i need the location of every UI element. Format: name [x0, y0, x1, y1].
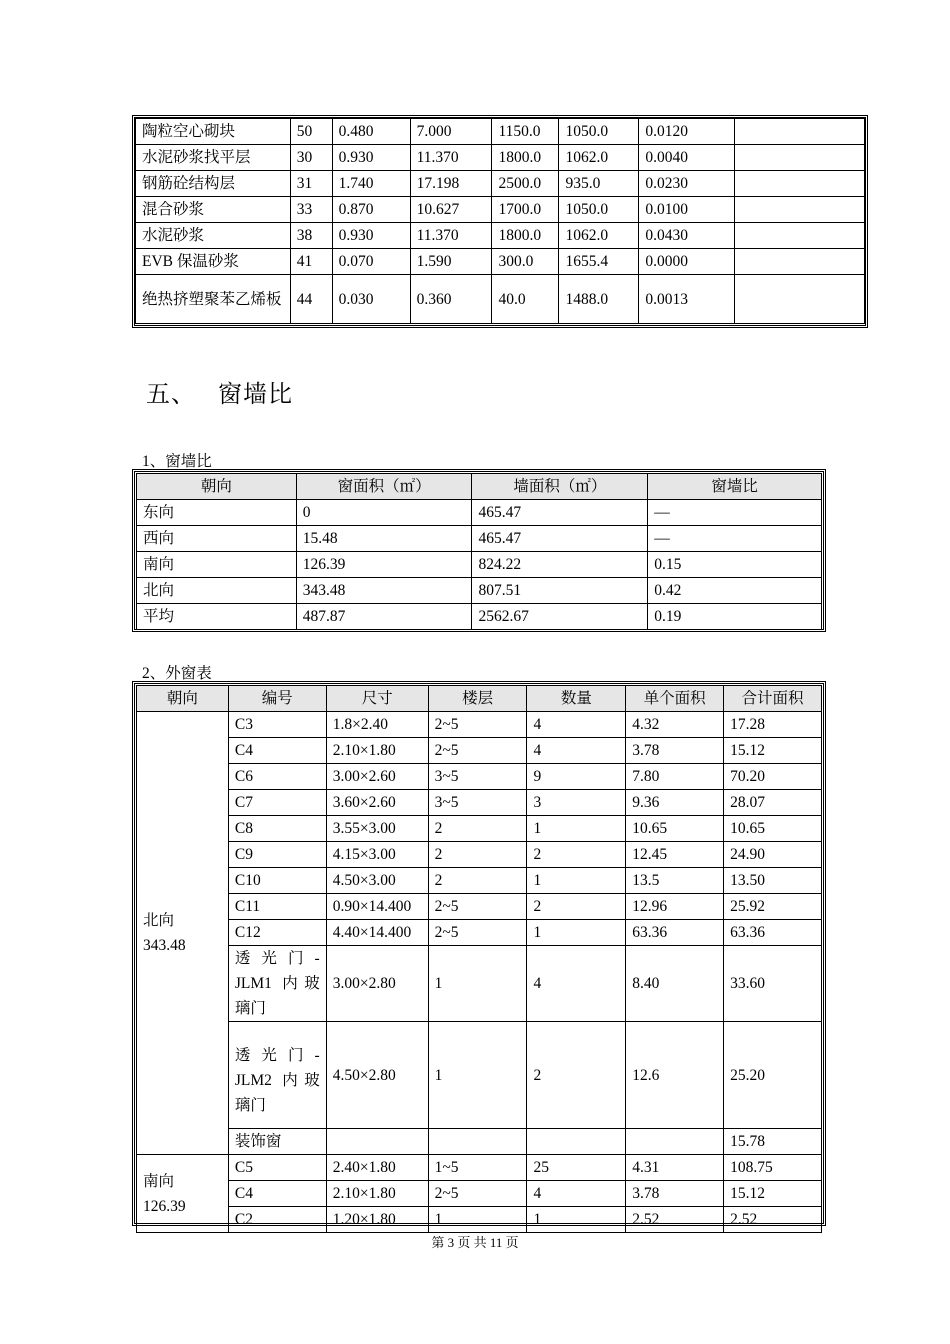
- table-cell: 28.07: [724, 790, 822, 816]
- table-cell: 126.39: [296, 552, 472, 578]
- table-cell: 1.20×1.80: [326, 1207, 428, 1233]
- table-cell: 陶粒空心砌块: [136, 119, 291, 145]
- table-cell: C4: [228, 1181, 326, 1207]
- table-cell: 3.00×2.60: [326, 764, 428, 790]
- table-cell: [735, 275, 865, 324]
- table-cell: 0.870: [332, 197, 410, 223]
- table-cell: 3.78: [626, 1181, 724, 1207]
- table-cell: 2~5: [428, 920, 527, 946]
- table-row: [137, 920, 822, 946]
- table-cell: C9: [228, 842, 326, 868]
- table-cell: 2~5: [428, 738, 527, 764]
- table-cell: 1488.0: [559, 275, 639, 324]
- table-cell: 2: [527, 894, 626, 920]
- table-cell: 7.000: [410, 119, 492, 145]
- table-cell: 4.40×14.400: [326, 920, 428, 946]
- table-cell: 4.32: [626, 712, 724, 738]
- table-cell: 0.360: [410, 275, 492, 324]
- table-row: [137, 790, 822, 816]
- table-cell: C8: [228, 816, 326, 842]
- table-cell: 水泥砂浆: [136, 223, 291, 249]
- table-cell: 50: [290, 119, 332, 145]
- table-row: [137, 526, 822, 552]
- table-cell: [735, 197, 865, 223]
- table-cell: 0.90×14.400: [326, 894, 428, 920]
- table-cell: 3~5: [428, 764, 527, 790]
- table-cell: 17.198: [410, 171, 492, 197]
- table-cell: 装饰窗: [228, 1129, 326, 1155]
- table-cell: 4: [527, 712, 626, 738]
- wwr-caption: 1、窗墙比: [142, 453, 212, 470]
- table-cell: 8.40: [626, 946, 724, 1022]
- table-cell: [735, 223, 865, 249]
- table-cell: 水泥砂浆找平层: [136, 145, 291, 171]
- table-cell: 1: [428, 1022, 527, 1129]
- orientation-label: 南向: [143, 1172, 175, 1190]
- table-cell: 1655.4: [559, 249, 639, 275]
- table-cell: 2: [428, 868, 527, 894]
- table-cell: 1: [527, 816, 626, 842]
- table-cell: 11.370: [410, 223, 492, 249]
- table-cell: 0.930: [332, 145, 410, 171]
- table-row: [136, 197, 865, 223]
- table-cell: 0.930: [332, 223, 410, 249]
- table-cell: 343.48: [296, 578, 472, 604]
- table-cell: 0.19: [648, 604, 822, 630]
- table-cell: 4.15×3.00: [326, 842, 428, 868]
- table-cell: 11.370: [410, 145, 492, 171]
- table-cell: 33: [290, 197, 332, 223]
- table-cell: 南向: [137, 552, 297, 578]
- table-cell: 15.48: [296, 526, 472, 552]
- table-row: [137, 1022, 822, 1129]
- column-header: 窗面积（㎡）: [296, 474, 472, 500]
- table-cell: 2.10×1.80: [326, 738, 428, 764]
- table-cell: C6: [228, 764, 326, 790]
- section-number: 五、: [146, 382, 196, 408]
- table-cell: 3.55×3.00: [326, 816, 428, 842]
- section-heading: [146, 374, 293, 409]
- table-cell: 4.50×2.80: [326, 1022, 428, 1129]
- table-cell: 0.030: [332, 275, 410, 324]
- table-row: [137, 578, 822, 604]
- table-cell: 40.0: [492, 275, 559, 324]
- table-cell: 0.0120: [639, 119, 735, 145]
- table-cell: 2500.0: [492, 171, 559, 197]
- column-header: 墙面积（㎡）: [472, 474, 648, 500]
- table-cell: 2: [428, 816, 527, 842]
- table-cell: [735, 171, 865, 197]
- table-cell: 824.22: [472, 552, 648, 578]
- table-cell: 透 光 门 -JLM1 内玻璃门: [228, 946, 326, 1022]
- table-cell: —: [648, 526, 822, 552]
- north-orientation-cell: [137, 712, 229, 1155]
- table-cell: 4: [527, 1181, 626, 1207]
- table-cell: 10.65: [626, 816, 724, 842]
- table-row: [137, 946, 822, 1022]
- table-cell: 33.60: [724, 946, 822, 1022]
- table-cell: [428, 1129, 527, 1155]
- table-cell: 30: [290, 145, 332, 171]
- table-cell: 3~5: [428, 790, 527, 816]
- table-row: [137, 552, 822, 578]
- table-row: [137, 764, 822, 790]
- table-cell: 9: [527, 764, 626, 790]
- table-cell: 70.20: [724, 764, 822, 790]
- table-cell: 透 光 门 -JLM2 内玻璃门: [228, 1022, 326, 1129]
- table-cell: [326, 1129, 428, 1155]
- table-cell: 1: [527, 920, 626, 946]
- table-cell: C7: [228, 790, 326, 816]
- column-header: 楼层: [428, 686, 527, 712]
- table-cell: EVB 保温砂浆: [136, 249, 291, 275]
- table-cell: 10.627: [410, 197, 492, 223]
- table-cell: 2~5: [428, 712, 527, 738]
- table-row: [137, 1207, 822, 1233]
- table-cell: 1.740: [332, 171, 410, 197]
- table-row: [137, 604, 822, 630]
- column-header: 窗墙比: [648, 474, 822, 500]
- table-cell: [735, 119, 865, 145]
- table-cell: 1800.0: [492, 145, 559, 171]
- table-cell: 0: [296, 500, 472, 526]
- table-cell: 41: [290, 249, 332, 275]
- table-row: [137, 1129, 822, 1155]
- orientation-total: 126.39: [143, 1197, 186, 1215]
- table-cell: 935.0: [559, 171, 639, 197]
- table-row: [137, 500, 822, 526]
- table-cell: 3.00×2.80: [326, 946, 428, 1022]
- table-cell: C11: [228, 894, 326, 920]
- table-cell: 混合砂浆: [136, 197, 291, 223]
- table-cell: 0.15: [648, 552, 822, 578]
- table-row: [137, 842, 822, 868]
- table-cell: 4: [527, 946, 626, 1022]
- table-cell: 0.0230: [639, 171, 735, 197]
- table-cell: 15.78: [724, 1129, 822, 1155]
- table-cell: 平均: [137, 604, 297, 630]
- table-cell: 13.5: [626, 868, 724, 894]
- windows-table: [136, 685, 822, 1233]
- table-cell: 2: [527, 842, 626, 868]
- table-cell: 2.40×1.80: [326, 1155, 428, 1181]
- table-cell: 北向: [137, 578, 297, 604]
- table-cell: 10.65: [724, 816, 822, 842]
- table-cell: 1050.0: [559, 197, 639, 223]
- table-cell: 东向: [137, 500, 297, 526]
- table-cell: 807.51: [472, 578, 648, 604]
- table-cell: 0.0430: [639, 223, 735, 249]
- table-cell: [735, 145, 865, 171]
- table-cell: C4: [228, 738, 326, 764]
- table-cell: C2: [228, 1207, 326, 1233]
- table-cell: C3: [228, 712, 326, 738]
- table-cell: 1~5: [428, 1155, 527, 1181]
- table-cell: 1062.0: [559, 223, 639, 249]
- table-row: [136, 223, 865, 249]
- table-cell: 1: [428, 1207, 527, 1233]
- table-cell: 2: [428, 842, 527, 868]
- table-row: [137, 894, 822, 920]
- table-cell: 2.52: [626, 1207, 724, 1233]
- column-header: 尺寸: [326, 686, 428, 712]
- table-cell: 1700.0: [492, 197, 559, 223]
- windows-caption: 2、外窗表: [142, 665, 212, 682]
- column-header: 合计面积: [724, 686, 822, 712]
- table-cell: 12.45: [626, 842, 724, 868]
- table-row: [136, 119, 865, 145]
- table-cell: 4.31: [626, 1155, 724, 1181]
- table-row: [137, 738, 822, 764]
- table-cell: C5: [228, 1155, 326, 1181]
- table-cell: 9.36: [626, 790, 724, 816]
- table-cell: 1050.0: [559, 119, 639, 145]
- south-orientation-cell: [137, 1155, 229, 1233]
- table-cell: 2562.67: [472, 604, 648, 630]
- table-cell: [527, 1129, 626, 1155]
- table-cell: 63.36: [626, 920, 724, 946]
- table-row: [137, 712, 822, 738]
- table-cell: 0.0040: [639, 145, 735, 171]
- table-cell: 0.070: [332, 249, 410, 275]
- table-cell: 15.12: [724, 738, 822, 764]
- table-cell: 13.50: [724, 868, 822, 894]
- table-cell: 2.10×1.80: [326, 1181, 428, 1207]
- table-cell: 25.92: [724, 894, 822, 920]
- table-cell: 1: [527, 868, 626, 894]
- table-row: [136, 171, 865, 197]
- table-cell: 2~5: [428, 894, 527, 920]
- column-header: 编号: [228, 686, 326, 712]
- column-header: 朝向: [137, 686, 229, 712]
- table-cell: —: [648, 500, 822, 526]
- table-cell: 0.42: [648, 578, 822, 604]
- table-cell: 3.60×2.60: [326, 790, 428, 816]
- table-cell: 4.50×3.00: [326, 868, 428, 894]
- table-cell: 300.0: [492, 249, 559, 275]
- materials-table: [135, 118, 865, 324]
- table-row: [136, 249, 865, 275]
- table-cell: [735, 249, 865, 275]
- table-row: [137, 1181, 822, 1207]
- table-cell: 0.480: [332, 119, 410, 145]
- table-cell: 25: [527, 1155, 626, 1181]
- table-cell: [626, 1129, 724, 1155]
- table-cell: 0.0013: [639, 275, 735, 324]
- table-row: [136, 275, 865, 324]
- orientation-label: 北向: [143, 912, 175, 929]
- table-cell: 3.78: [626, 738, 724, 764]
- table-cell: 0.0000: [639, 249, 735, 275]
- table-cell: 63.36: [724, 920, 822, 946]
- table-cell: 钢筋砼结构层: [136, 171, 291, 197]
- table-cell: 17.28: [724, 712, 822, 738]
- table-row: [136, 145, 865, 171]
- table-cell: 0.0100: [639, 197, 735, 223]
- section-title: 窗墙比: [218, 382, 293, 408]
- table-cell: 1: [527, 1207, 626, 1233]
- table-cell: 2.52: [724, 1207, 822, 1233]
- table-cell: 1: [428, 946, 527, 1022]
- table-cell: 465.47: [472, 500, 648, 526]
- table-cell: 4: [527, 738, 626, 764]
- table-cell: 1.590: [410, 249, 492, 275]
- table-cell: 西向: [137, 526, 297, 552]
- table-cell: 25.20: [724, 1022, 822, 1129]
- table-cell: 108.75: [724, 1155, 822, 1181]
- column-header: 数量: [527, 686, 626, 712]
- table-row: [137, 868, 822, 894]
- table-cell: 2~5: [428, 1181, 527, 1207]
- table-row: [137, 816, 822, 842]
- table-cell: 7.80: [626, 764, 724, 790]
- column-header: 单个面积: [626, 686, 724, 712]
- table-cell: C10: [228, 868, 326, 894]
- table-cell: 465.47: [472, 526, 648, 552]
- table-cell: 1062.0: [559, 145, 639, 171]
- orientation-total: 343.48: [143, 937, 186, 954]
- table-cell: 38: [290, 223, 332, 249]
- table-cell: 绝热挤塑聚苯乙烯板: [136, 275, 291, 324]
- table-cell: 487.87: [296, 604, 472, 630]
- table-cell: 1.8×2.40: [326, 712, 428, 738]
- table-cell: 44: [290, 275, 332, 324]
- table-cell: 15.12: [724, 1181, 822, 1207]
- wwr-table: [136, 473, 822, 630]
- table-cell: 12.96: [626, 894, 724, 920]
- table-cell: 12.6: [626, 1022, 724, 1129]
- table-cell: 24.90: [724, 842, 822, 868]
- table-cell: C12: [228, 920, 326, 946]
- table-cell: 2: [527, 1022, 626, 1129]
- column-header: 朝向: [137, 474, 297, 500]
- table-cell: 31: [290, 171, 332, 197]
- page-footer: 第 3 页 共 11 页: [431, 1235, 519, 1250]
- table-cell: 1150.0: [492, 119, 559, 145]
- table-cell: 1800.0: [492, 223, 559, 249]
- table-cell: 3: [527, 790, 626, 816]
- table-row: [137, 1155, 822, 1181]
